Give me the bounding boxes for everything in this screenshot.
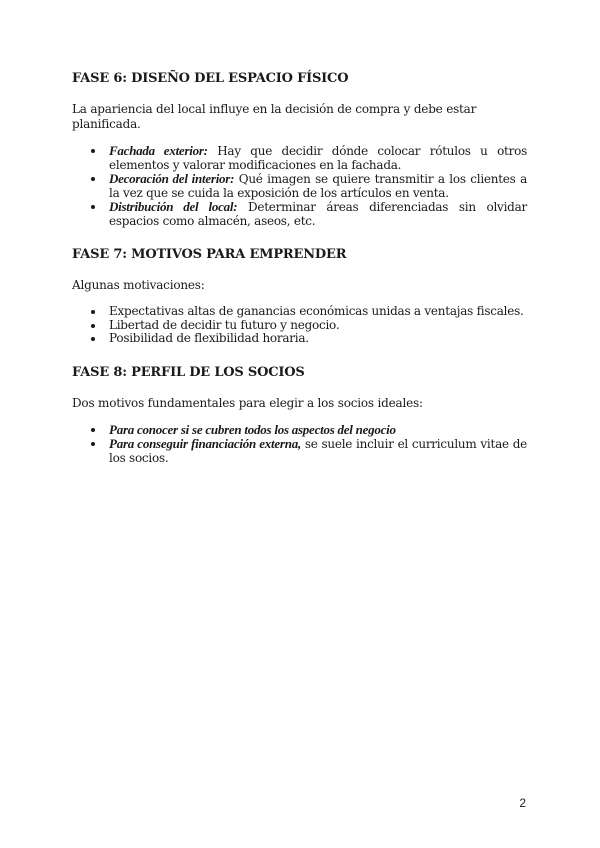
item-text: Expectativas altas de ganancias económicas unidas a ventajas fiscales. bbox=[109, 304, 524, 318]
item-text: Determinar áreas diferenciadas sin olvidar espacios como almacén, aseos, etc. bbox=[109, 200, 527, 228]
bullet-list bbox=[72, 423, 527, 466]
bullet-icon bbox=[91, 310, 95, 314]
section-fase-8 bbox=[72, 364, 527, 466]
bullet-icon bbox=[91, 337, 95, 341]
bullet-icon bbox=[91, 205, 95, 209]
section-intro: La apariencia del local influye en la decisión de compra y debe estar planificada. bbox=[72, 102, 477, 131]
list-item bbox=[72, 437, 527, 465]
item-lead: Decoración del interior: bbox=[109, 171, 235, 186]
item-text: Posibilidad de flexibilidad horaria. bbox=[109, 331, 309, 345]
section-fase-7 bbox=[72, 246, 527, 346]
item-text: se suele incluir el curriculum vitae de los socios. bbox=[109, 437, 527, 465]
page-number: 2 bbox=[519, 796, 526, 810]
document-page bbox=[72, 70, 527, 483]
list-item bbox=[72, 319, 527, 333]
bullet-list bbox=[72, 305, 527, 346]
bullet-icon bbox=[91, 324, 95, 328]
section-fase-6 bbox=[72, 70, 527, 228]
bullet-icon bbox=[91, 428, 95, 432]
list-item bbox=[72, 200, 527, 228]
section-intro: Algunas motivaciones: bbox=[72, 278, 205, 292]
item-lead: Para conocer si se cubren todos los aspectos del negocio bbox=[109, 421, 396, 437]
section-heading: FASE 7: MOTIVOS PARA EMPRENDER bbox=[72, 247, 347, 262]
list-item bbox=[72, 172, 527, 200]
bullet-icon bbox=[91, 177, 95, 181]
list-item bbox=[72, 144, 527, 172]
section-intro: Dos motivos fundamentales para elegir a los socios ideales: bbox=[72, 395, 423, 410]
item-lead: Fachada exterior: bbox=[109, 143, 208, 158]
list-item bbox=[72, 305, 527, 319]
item-text: Qué imagen se quiere transmitir a los clientes a la vez que se cuida la exposición de los artículos en venta. bbox=[109, 172, 527, 200]
bullet-list bbox=[72, 144, 527, 228]
bullet-icon bbox=[91, 149, 95, 153]
bullet-icon bbox=[91, 442, 95, 446]
item-text: Hay que decidir dónde colocar rótulos u otros elementos y valorar modificaciones en la fachada. bbox=[109, 144, 527, 172]
item-text: Libertad de decidir tu futuro y negocio. bbox=[109, 317, 340, 332]
item-lead: Para conseguir financiación externa, bbox=[109, 436, 301, 451]
section-heading: FASE 8: PERFIL DE LOS SOCIOS bbox=[72, 364, 305, 380]
list-item bbox=[72, 423, 527, 438]
list-item bbox=[72, 332, 527, 346]
item-lead: Distribución del local: bbox=[109, 199, 238, 214]
section-heading: FASE 6: DISEÑO DEL ESPACIO FÍSICO bbox=[72, 71, 349, 86]
